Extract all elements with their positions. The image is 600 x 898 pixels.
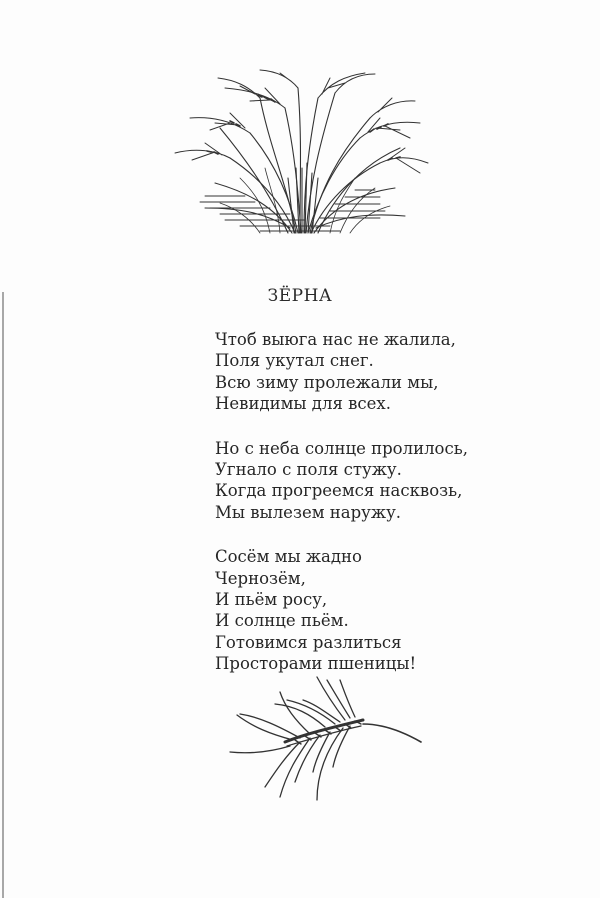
poem-line: Просторами пшеницы! [215, 653, 417, 673]
poem-line: Когда прогреемся насквозь, [215, 481, 463, 501]
poem-line: Угнало с поля стужу. [215, 459, 402, 479]
poem-line: И пьём росу, [215, 589, 328, 609]
poem-line: Чернозём, [215, 568, 306, 588]
poem-line: Поля укутал снег. [215, 351, 374, 371]
stanza-2 [215, 438, 468, 523]
stanza-1 [215, 329, 468, 414]
poem-body [215, 329, 468, 698]
page-edge-line [2, 292, 4, 898]
poem-line: Готовимся разлиться [215, 632, 402, 652]
poem-title: ЗЁРНА [267, 286, 333, 306]
poem-line: И солнце пьём. [215, 611, 349, 631]
poem-line: Но с неба солнце пролилось, [215, 438, 468, 458]
poem-line: Всю зиму пролежали мы, [215, 372, 439, 392]
poem-line: Мы вылезем наружу. [215, 502, 402, 522]
poem-line: Сосём мы жадно [215, 547, 362, 567]
wheat-ear-icon [225, 672, 425, 804]
stanza-3 [215, 546, 468, 674]
wheat-field-icon [170, 68, 432, 248]
poem-line: Невидимы для всех. [215, 393, 391, 413]
poem-line: Чтоб выюга нас не жалила, [215, 330, 456, 349]
